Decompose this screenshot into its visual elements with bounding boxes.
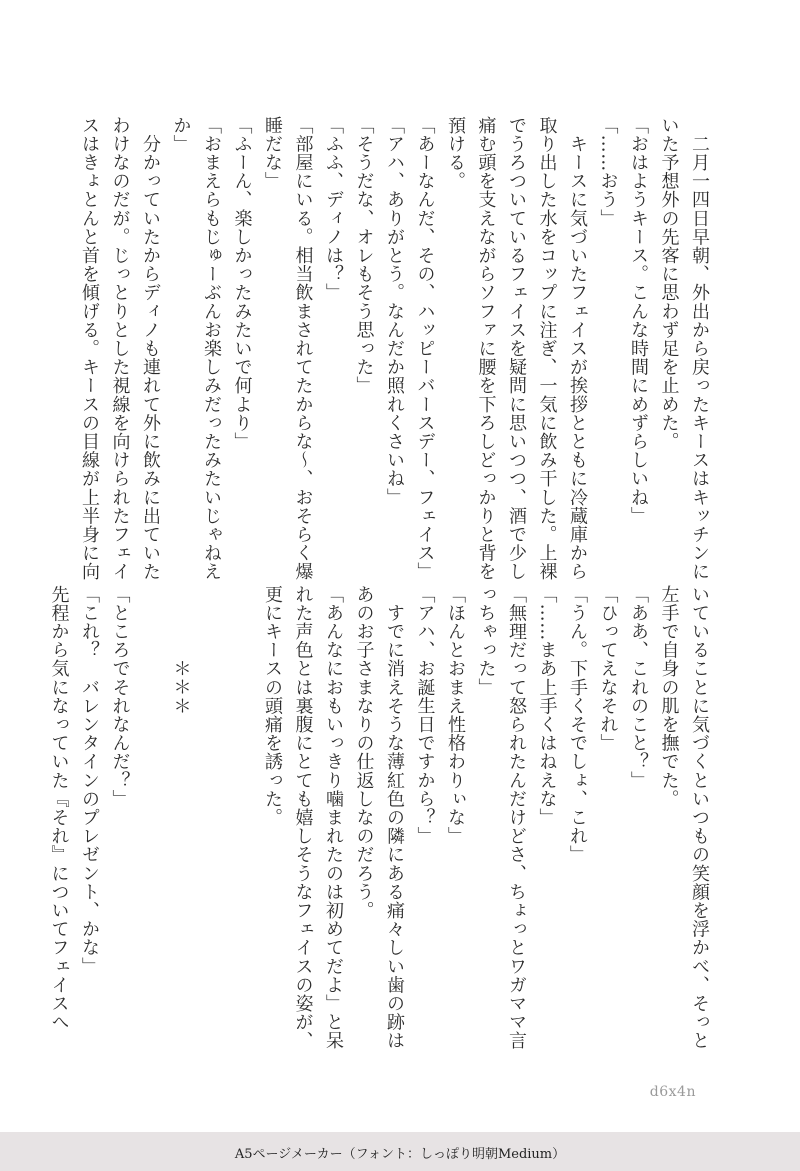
text-line: 「おはようキース。こんな時間にめずらしいね」 xyxy=(628,116,649,526)
text-line: 「……おう」 xyxy=(597,116,619,228)
text-line: っちゃった」 xyxy=(475,585,497,697)
text-line: 睡だな」 xyxy=(262,116,283,191)
text-line: 「ところでそれなんだ？」 xyxy=(109,585,131,809)
text-line: 「部屋にいる。相当飲まされてたからな～、おそらく爆 xyxy=(292,116,314,581)
text-line: でうろついているフェイスを疑問に思いつつ、酒で少し xyxy=(506,116,527,581)
text-line: 「……まあ上手くはねえな」 xyxy=(536,585,558,827)
text-line: 「あんなにおもいっきり噛まれたのは初めてだよ」と呆 xyxy=(323,585,344,1050)
text-line: いていることに気づくといつもの笑顔を浮かべ、そっと xyxy=(689,585,710,1050)
text-line: 左手で自身の肌を撫でた。 xyxy=(658,585,680,809)
text-line: 痛む頭を支えながらソファに腰を下ろしどっかりと背を xyxy=(475,116,497,581)
text-line: 「ふーん、楽しかったみたいで何より」 xyxy=(231,116,253,451)
author-byline: d6x4n xyxy=(649,1084,696,1100)
text-line: 分かっていたからディノも連れて外に飲みに出ていた xyxy=(140,116,161,581)
text-line: あのお子さまなりの仕返しなのだろう。 xyxy=(353,585,375,920)
text-line: れた声色とは裏腹にとても嬉しそうなフェイスの姿が、 xyxy=(292,585,314,1050)
upper-text-block xyxy=(74,116,715,581)
text-line: 「アハ、お誕生日ですから？」 xyxy=(414,585,436,846)
text-line: わけなのだが。じっとりとした視線を向けられたフェイ xyxy=(109,116,131,581)
text-line: 「アハ、ありがとう。なんだか照れくさいね」 xyxy=(384,116,405,507)
text-line: 「そうだな、オレもそう思った」 xyxy=(353,116,375,395)
text-line xyxy=(135,585,166,1035)
text-line: 更にキースの頭痛を誘った。 xyxy=(262,585,283,827)
text-line: 「ひってえなそれ」 xyxy=(597,585,619,753)
text-line: 二月一四日早朝、外出から戻ったキースはキッチンに xyxy=(689,116,710,581)
text-line: 取り出した水をコップに注ぎ、一気に飲み干した。上裸 xyxy=(536,116,558,581)
text-line: 先程から気になっていた『それ』についてフェイスへ xyxy=(48,585,70,1032)
text-line: ＊＊＊ xyxy=(170,585,192,716)
text-line: か」 xyxy=(170,116,192,154)
text-line xyxy=(226,585,257,1035)
text-line: 「おまえらもじゅーぶんお楽しみだったみたいじゃねえ xyxy=(201,116,222,581)
text-line xyxy=(196,585,227,1035)
text-line: すでに消えそうな薄紅色の隣にある痛々しい歯の跡は xyxy=(384,585,405,1050)
text-line: いた予想外の先客に思わず足を止めた。 xyxy=(658,116,680,451)
text-line: 「うん。下手くそでしょ、これ」 xyxy=(567,585,588,864)
text-line: 預ける。 xyxy=(445,116,466,191)
lower-text-block xyxy=(43,585,714,1050)
text-line: 「ああ、これのこと？」 xyxy=(628,585,649,790)
text-line: 「ふふ、ディノは？」 xyxy=(323,116,344,302)
footer-label: A5ページメーカー（フォント：しっぽり明朝Medium） xyxy=(234,1147,566,1162)
footer-bar xyxy=(0,1132,800,1171)
text-line: 「ほんとおまえ性格わりぃな」 xyxy=(445,585,466,846)
text-line: 「あーなんだ、その、ハッピーバースデー、フェイス」 xyxy=(414,116,436,581)
text-line: 「無理だって怒られたんだけどさ、ちょっとワガママ言 xyxy=(506,585,527,1050)
text-line: キースに気づいたフェイスが挨拶とともに冷蔵庫から xyxy=(567,116,588,581)
text-line: 「これ？ バレンタインのプレゼント、かな」 xyxy=(79,585,100,976)
text-line: スはきょとんと首を傾げる。キースの目線が上半身に向 xyxy=(79,116,100,581)
